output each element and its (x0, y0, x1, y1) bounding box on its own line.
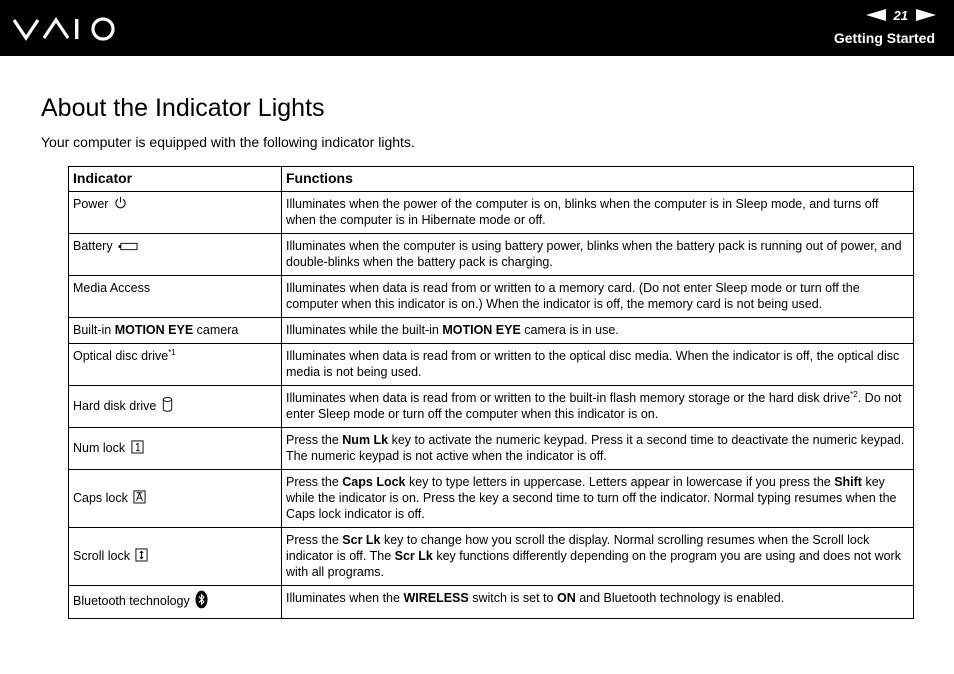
indicator-name-cell (69, 470, 282, 528)
vaio-logo (12, 14, 124, 44)
indicator-name-cell (69, 528, 282, 586)
text-segment: camera (193, 323, 239, 337)
indicator-name-cell (69, 234, 282, 276)
text-segment: Illuminates when data is read from or written to the optical disc media. When the indicator is off, the optical disc media is not being used. (286, 349, 900, 379)
power-icon (114, 196, 127, 213)
indicator-name-cell (69, 192, 282, 234)
scroll-lock-icon (135, 547, 148, 566)
table-row (69, 192, 914, 234)
text-segment: Illuminates while the built-in (286, 323, 443, 337)
text-segment: Illuminates when the power of the computer is on, blinks when the computer is in Sleep mode, and turns off when the computer is in Hibernate mode or off. (286, 197, 879, 227)
triangle-left-icon[interactable] (866, 9, 886, 21)
bold-text: MOTION EYE (114, 323, 194, 337)
text-segment: Built-in (73, 323, 115, 337)
text-segment: Hard disk drive (73, 398, 157, 413)
text-segment: key to change how you scroll the display. Normal scrolling resumes when the Scroll lock indicator is off. The (286, 533, 870, 563)
num-lock-icon (131, 439, 144, 458)
indicator-name-cell (69, 386, 282, 428)
indicator-function-cell (282, 586, 914, 619)
column-header-indicator: Indicator (69, 167, 282, 192)
text-segment: Caps lock (73, 490, 128, 505)
indicator-function-cell (282, 234, 914, 276)
table-row (69, 276, 914, 318)
bold-text: WIRELESS (403, 591, 469, 605)
text-segment: Scroll lock (73, 548, 130, 563)
table-row (69, 428, 914, 470)
indicator-name-cell (69, 318, 282, 344)
table-header-row (69, 167, 914, 192)
bold-text: ON (556, 591, 576, 605)
text-segment: Press the (286, 475, 343, 489)
bold-text: MOTION EYE (442, 323, 521, 337)
text-segment: Optical disc drive (73, 349, 169, 363)
indicator-name-cell (69, 586, 282, 619)
hard-disk-icon (162, 396, 173, 417)
bluetooth-icon (195, 590, 208, 613)
indicator-table (68, 166, 914, 619)
battery-icon (118, 239, 138, 255)
text-segment: key functions differently depending on the program you are using and does not work with all programs. (286, 549, 901, 579)
indicator-function-cell (282, 318, 914, 344)
text-segment: and Bluetooth technology is enabled. (575, 591, 785, 605)
indicator-function-cell (282, 528, 914, 586)
table-row (69, 528, 914, 586)
table-row (69, 586, 914, 619)
text-segment: Press the (286, 433, 343, 447)
text-segment: key to activate the numeric keypad. Press it a second time to deactivate the numeric keypad. The numeric keypad is not active when the indicator is off. (286, 433, 905, 463)
table-row (69, 344, 914, 386)
triangle-right-icon[interactable] (916, 9, 936, 21)
text-segment: Power (73, 197, 109, 211)
indicator-function-cell (282, 428, 914, 470)
indicator-function-cell (282, 192, 914, 234)
text-segment: key to type letters in uppercase. Letters appear in lowercase if you press the (405, 475, 835, 489)
text-segment: Num lock (73, 440, 126, 455)
text-segment: Illuminates when the (286, 591, 404, 605)
column-header-functions: Functions (282, 167, 914, 192)
bold-text: Scr Lk (342, 533, 381, 547)
text-segment: Media Access (73, 281, 151, 295)
table-row (69, 386, 914, 428)
table-row (69, 470, 914, 528)
page-navigator (866, 7, 936, 23)
footnote-reference: *2 (850, 389, 858, 399)
page-header (0, 0, 954, 56)
text-segment: Battery (73, 239, 113, 253)
bold-text: Scr Lk (394, 549, 433, 563)
text-segment: switch is set to (468, 591, 557, 605)
text-segment: . Do not enter Sleep mode or turn off the computer when this indicator is on. (286, 391, 902, 421)
text-segment: key while the indicator is on. Press the key a second time to turn off the indicator. Normal typing resumes when the Caps lock indicator is off. (286, 475, 897, 521)
bold-text: Num Lk (342, 433, 389, 447)
indicator-function-cell (282, 470, 914, 528)
text-segment: Illuminates when data is read from or written to a memory card. (Do not enter Sleep mode or turn off the computer when this indicator is on.) When the indicator is off, the memory card is not being used. (286, 281, 860, 311)
indicator-name-cell (69, 428, 282, 470)
indicator-function-cell (282, 344, 914, 386)
text-segment: Illuminates when the computer is using battery power, blinks when the battery pack is running out of power, and double-blinks when the battery pack is charging. (286, 239, 902, 269)
indicator-name-cell (69, 344, 282, 386)
intro-text: Your computer is equipped with the following indicator lights. (41, 134, 415, 150)
table-row (69, 234, 914, 276)
bold-text: Caps Lock (342, 475, 406, 489)
table-row (69, 318, 914, 344)
text-segment: Bluetooth technology (73, 593, 190, 608)
footnote-reference: *1 (168, 347, 176, 357)
section-title: Getting Started (833, 30, 935, 46)
indicator-function-cell (282, 386, 914, 428)
bold-text: Shift (834, 475, 862, 489)
text-segment: camera is in use. (520, 323, 619, 337)
page-title: About the Indicator Lights (41, 94, 325, 122)
indicator-function-cell (282, 276, 914, 318)
caps-lock-icon (133, 489, 146, 508)
page-number: 21 (893, 7, 908, 23)
indicator-name-cell (69, 276, 282, 318)
text-segment: Illuminates when data is read from or written to the built-in flash memory storage or the hard disk drive (286, 391, 851, 405)
text-segment: Press the (286, 533, 343, 547)
